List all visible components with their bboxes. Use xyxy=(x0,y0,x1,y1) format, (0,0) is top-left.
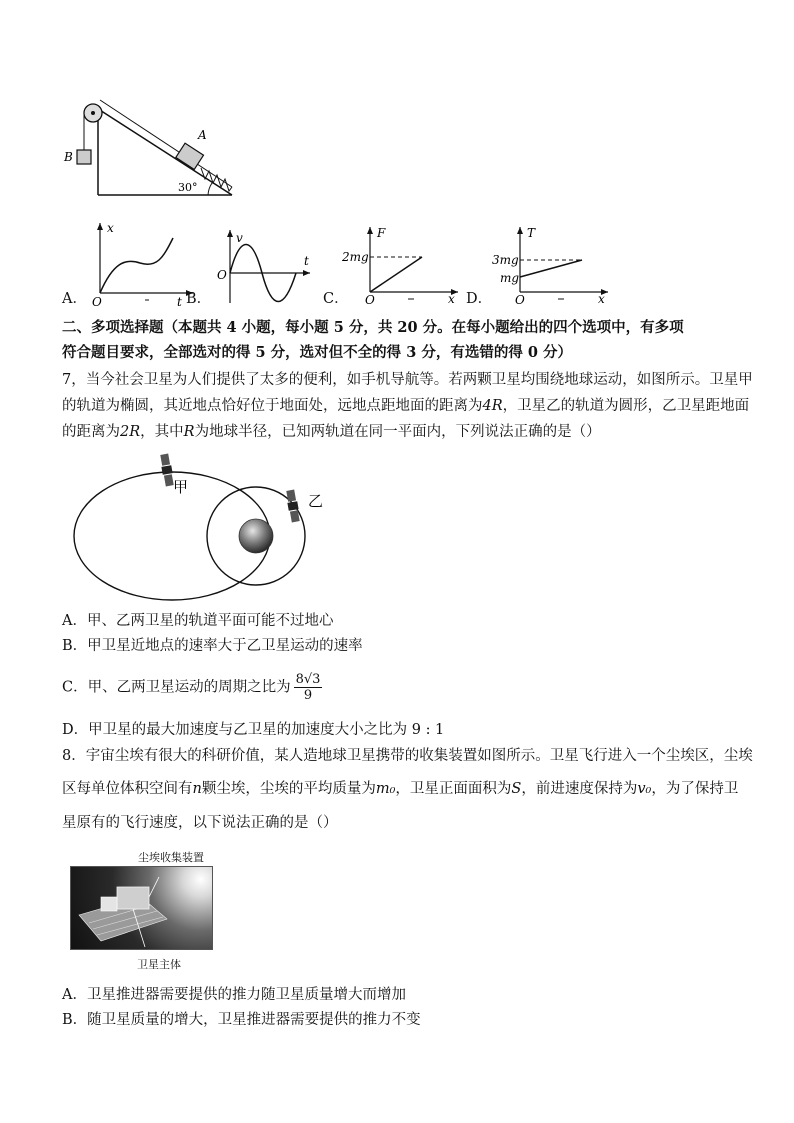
graph-c-yaxis: F xyxy=(377,226,386,240)
graph-d-origin: O xyxy=(515,293,525,307)
graph-a-yaxis: x xyxy=(107,221,114,235)
q7-option-b: B．甲卫星近地点的速率大于乙卫星运动的速率 xyxy=(62,638,363,654)
block-a-label: A xyxy=(198,128,207,142)
graph-d xyxy=(490,222,615,307)
q7-option-c: C．甲、乙两卫星运动的周期之比为 $\frac{8√3}{9}$ xyxy=(62,672,321,703)
q7-line2: 的轨道为椭圆，其近地点恰好位于地面处，远地点距地面的距离为4R，卫星乙的轨道为圆形，乙卫星距地面 xyxy=(62,398,750,414)
option-a-letter: A． xyxy=(62,291,87,307)
q8-line1: 8．宇宙尘埃有很大的科研价值，某人造地球卫星携带的收集装置如图所示。卫星飞行进入一个尘埃区，尘埃 xyxy=(62,748,753,764)
satellite-photo xyxy=(70,866,213,950)
option-b-letter: B． xyxy=(186,291,212,307)
graph-c xyxy=(340,222,465,307)
graph-a-xaxis: t xyxy=(177,295,182,309)
graph-a-origin: O xyxy=(92,295,102,309)
graph-a xyxy=(85,218,200,308)
earth-icon xyxy=(239,519,273,553)
orbit-figure xyxy=(70,448,330,603)
angle-label: 30° xyxy=(178,181,198,194)
q7-option-d: D．甲卫星的最大加速度与乙卫星的加速度大小之比为 9 : 1 xyxy=(62,722,445,738)
q8-line3: 星原有的飞行速度，以下说法正确的是（） xyxy=(62,815,338,831)
satellite-body-label: 卫星主体 xyxy=(137,958,181,971)
label-yi: 乙 xyxy=(308,492,324,510)
graph-c-ymark: 2mg xyxy=(342,250,369,264)
section2-heading-line2: 符合题目要求，全部选对的得 5 分，选对但不全的得 3 分，有选错的得 0 分） xyxy=(62,344,573,361)
graph-b-xaxis: t xyxy=(304,254,309,268)
section2-heading-line1: 二、多项选择题（本题共 4 小题，每小题 5 分，共 20 分。在每小题给出的四个选项中，有多项 xyxy=(62,319,684,336)
graph-d-yaxis: T xyxy=(527,226,536,240)
dust-collector-label: 尘埃收集装置 xyxy=(138,851,204,864)
graph-d-ymark-top: 3mg xyxy=(492,253,519,267)
q7-line3: 的距离为2R，其中R为地球半径，已知两轨道在同一平面内，下列说法正确的是（） xyxy=(62,424,601,440)
fraction-period-ratio: $\frac{8√3}{9}$ xyxy=(295,672,321,703)
label-jia: 甲 xyxy=(173,478,189,496)
block-b-label: B xyxy=(64,150,73,164)
satellite-yi-icon xyxy=(285,489,300,522)
graph-b-origin: O xyxy=(217,268,227,282)
q7-option-a: A．甲、乙两卫星的轨道平面可能不过地心 xyxy=(62,613,334,629)
graph-c-origin: O xyxy=(365,293,375,307)
q8-line2: 区每单位体积空间有n颗尘埃，尘埃的平均质量为m₀，卫星正面面积为S，前进速度保持为v₀，为了保持卫 xyxy=(62,781,739,797)
graph-d-ymark-low: mg xyxy=(500,271,520,285)
graph-b xyxy=(210,225,320,310)
q8-option-b: B．随卫星质量的增大，卫星推进器需要提供的推力不变 xyxy=(62,1012,421,1028)
graph-d-xaxis: x xyxy=(598,292,605,306)
option-d-letter: D． xyxy=(466,291,493,307)
option-c-letter: C． xyxy=(323,291,349,307)
q8-option-a: A．卫星推进器需要提供的推力随卫星质量增大而增加 xyxy=(62,987,406,1003)
graph-c-xaxis: x xyxy=(448,292,455,306)
q7-line1: 7，当今社会卫星为人们提供了太多的便利，如手机导航等。若两颗卫星均围绕地球运动，如图所示。卫星甲 xyxy=(62,372,753,388)
graph-b-yaxis: v xyxy=(236,231,243,245)
incline-pulley-figure xyxy=(60,95,250,205)
